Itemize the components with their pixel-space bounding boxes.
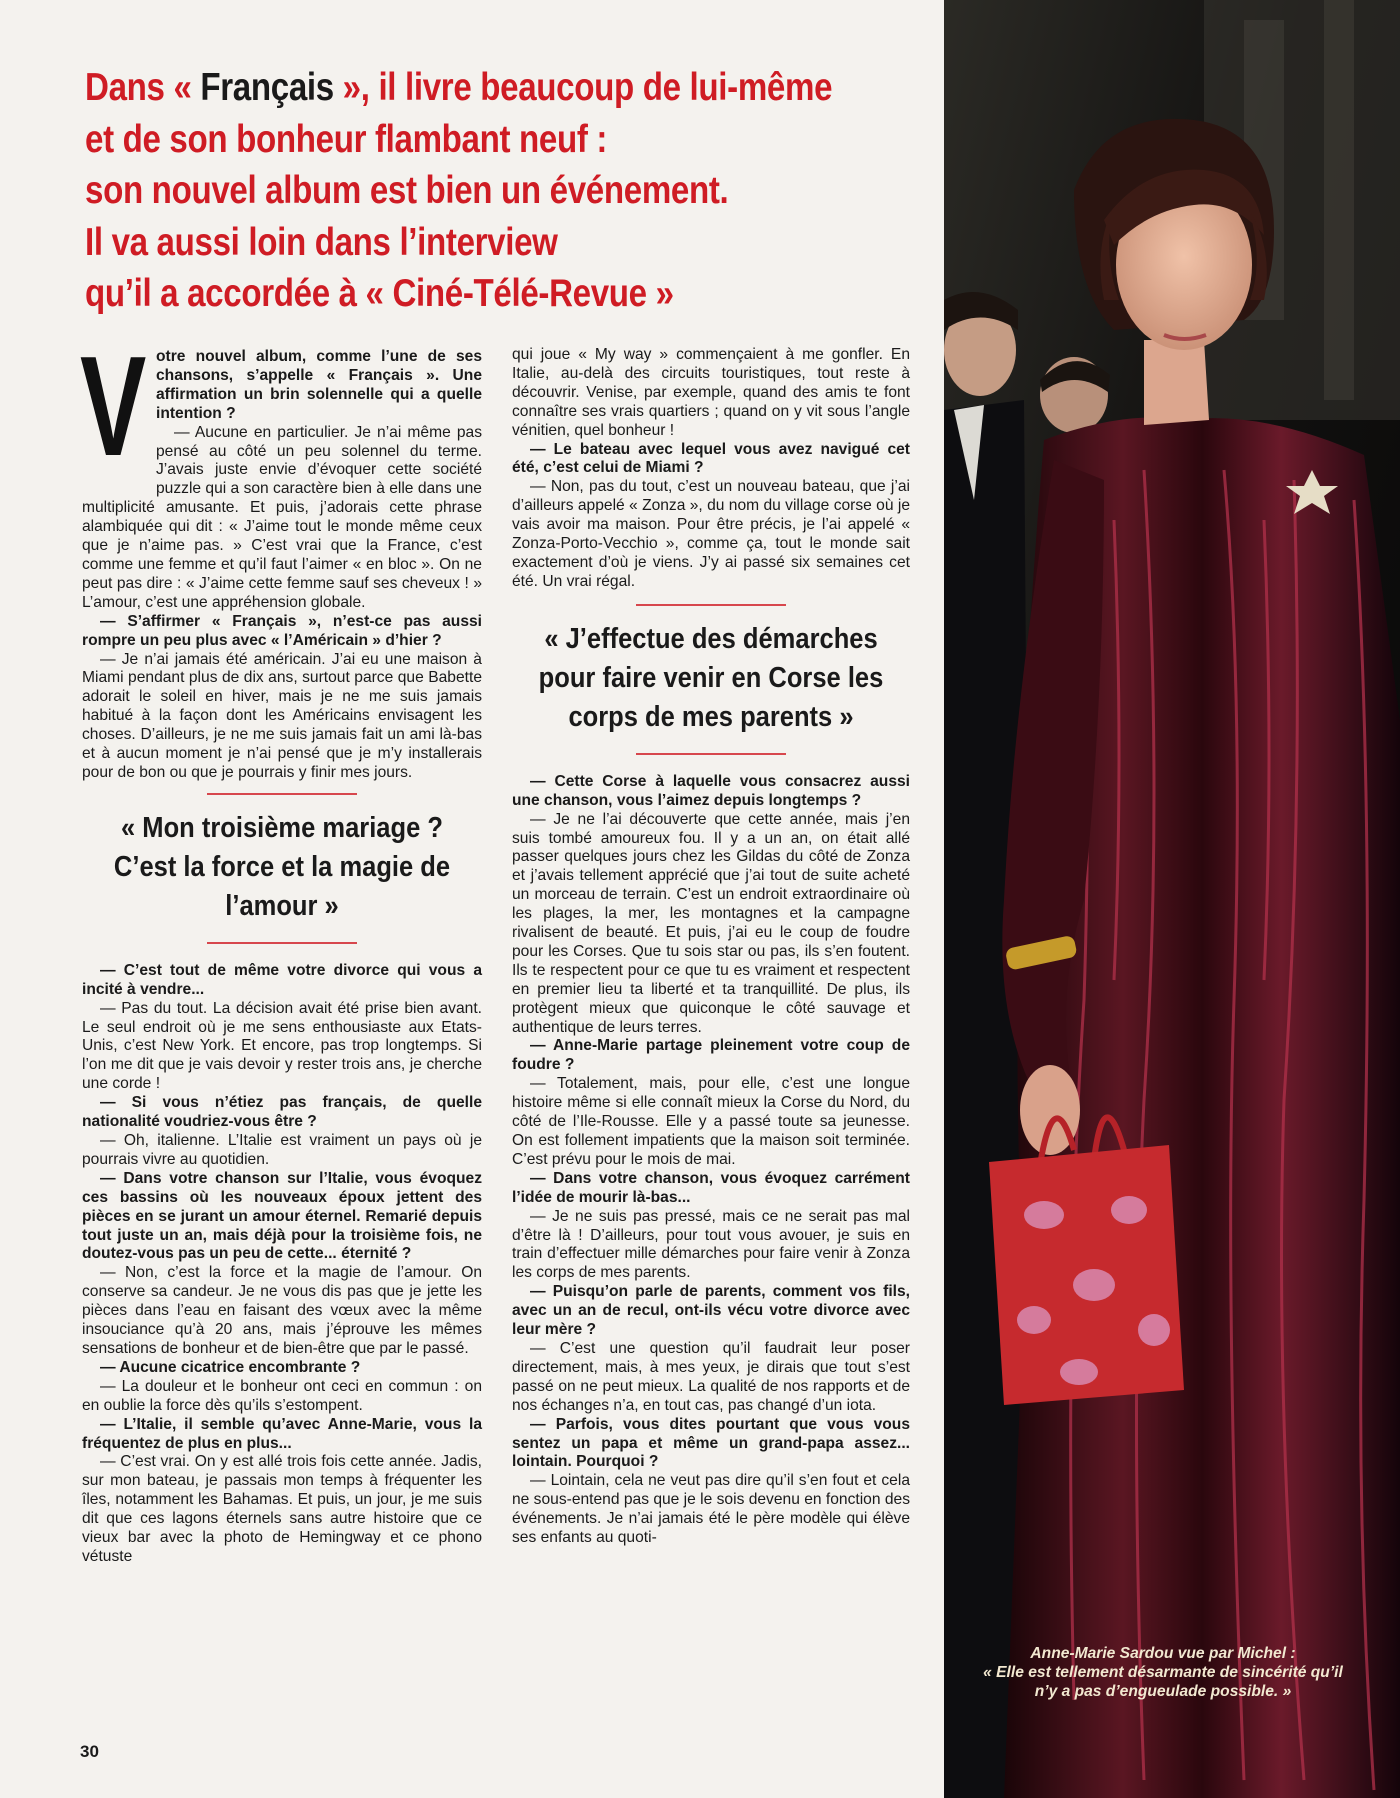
question: — C’est tout de même votre divorce qui vous a incité à vendre... <box>82 961 482 998</box>
question: — L’Italie, il semble qu’avec Anne-Marie, vous la fréquentez de plus en plus... <box>82 1415 482 1452</box>
caption-quote: « Elle est tellement désarmante de sincérité qu’il n’y a pas d’engueulade possible. » <box>983 1664 1343 1700</box>
subheading: « Mon troisième mariage ? C’est la force et la magie de l’amour » <box>113 811 451 922</box>
headline-line: son nouvel album est bien un événement. <box>85 169 729 212</box>
headline <box>85 62 833 320</box>
question: — Cette Corse à laquelle vous consacrez aussi une chanson, vous l’aimez depuis longtemps ? <box>512 772 910 809</box>
right-column <box>512 346 910 1548</box>
answer: — Aucune en particulier. Je n’ai même pas pensé au côté un peu solennel du terme. J’avais juste envie d’évoquer cette société puzzle qui a son caractère bien à elle dans une multiplicité amusante. Et puis, j’adorais cette phrase alambiquée qui dit : « J’aime tout le monde même ceux que je n’aime pas. » C’est vrai que la France, c’est comme une femme et qu’il faut l’aimer « en bloc ». On ne peut pas dire : « J’aime cette femme sauf ses cheveux ! » L’amour, c’est une appréhension globale. <box>82 423 482 611</box>
question <box>80 327 482 486</box>
divider <box>207 793 357 795</box>
answer: — La douleur et le bonheur ont ceci en commun : on en oublie la force dès qu’ils s’estompent. <box>82 1377 482 1414</box>
question: — Aucune cicatrice encombrante ? <box>100 1358 361 1376</box>
headline-part: Dans « <box>85 66 201 109</box>
answer: — Pas du tout. La décision avait été prise bien avant. Le seul endroit où je me sens enthousiaste aux Etats-Unis, c’est New York. Et encore, pas trop longtemps. Si l’on me dit que je vais devoir y rester trois ans, je cherche une corde ! <box>82 999 482 1093</box>
divider <box>636 604 786 606</box>
answer: — Lointain, cela ne veut pas dire qu’il s’en fout et cela ne sous-entend pas que je le sois devenu en fonction des événements. Je n’ai jamais été le père modèle qui élève ses enfants au quoti- <box>512 1472 910 1547</box>
answer: — Oh, italienne. L’Italie est vraiment un pays où je pourrais vivre au quotidien. <box>82 1132 482 1168</box>
question: — Dans votre chanson sur l’Italie, vous évoquez ces bassins où les nouveaux époux jettent des pièces en se jurant un amour éternel. Remarié depuis tout juste un an, mais déjà pour la troisième fois, ne doutez-vous pas un peu de cette... éternité ? <box>82 1169 482 1263</box>
caption-credit: Anne-Marie Sardou vue par Michel : <box>1030 1645 1296 1662</box>
headline-line: qu’il a accordée à « Ciné-Télé-Revue » <box>85 272 674 315</box>
answer: — Je n’ai jamais été américain. J’ai eu une maison à Miami pendant plus de dix ans, surtout parce que Babette adorait le soleil en hiver, mais je ne me suis jamais habitué à la façon dont les Américains envisagent les choses. D’ailleurs, je ne me suis jamais fait un ami là-bas et à aucun moment je n’ai pensé que je m’y installerais pour de bon ou que je pourrais y finir mes jours. <box>82 650 482 781</box>
headline-line: et de son bonheur flambant neuf : <box>85 117 608 161</box>
answer: — Je ne l’ai découverte que cette année, mais j’en suis tombé amoureux fou. Il y a un an, on était allé passer quelques jours chez les Gildas du côté de Zonza et j’avais tellement apprécié que j’ai tout de suite acheté un morceau de terrain. C’est un endroit extraordinaire où les plages, la mer, les montagnes et la campagne rivalisent de beauté. Et puis, j’ai eu le coup de foudre pour les Corses. Que tu sois star ou pas, ils s’en foutent. Ils te respectent pour ce que tu es vraiment et respectent en premier lieu ta liberté et ta tranquillité. De plus, ils protègent mieux que quiconque le côté sauvage et authentique de leurs terres. <box>512 810 910 1036</box>
answer-continued: qui joue « My way » commençaient à me gonfler. En Italie, au-delà des circuits touristiques, tout reste à découvrir. Venise, par exemple, quand des amis te font connaître ses vrais quartiers ; quand on y vit sous l’angle vénitien, quel bonheur ! <box>512 346 910 439</box>
answer: — Non, c’est la force et la magie de l’amour. On conserve sa candeur. Je ne vous dis pas que je jette les pièces dans l’eau en faisant des vœux avec la même insouciance qu’à 20 ans, mais j’éprouve les mêmes sensations de bonheur et de bien-être que par le passé. <box>82 1264 482 1357</box>
headline-part: », il livre beaucoup de lui-même <box>333 66 833 109</box>
divider <box>636 753 786 755</box>
question: — Puisqu’on parle de parents, comment vos fils, avec un an de recul, ont-ils vécu votre divorce avec leur mère ? <box>512 1283 910 1339</box>
answer: — C’est une question qu’il faudrait leur poser directement, mais, à mes yeux, je dirais que tout s’est passé on ne peut mieux. La qualité de nos rapports et de nos échanges n’a, en tout cas, pas changé d’un iota. <box>512 1339 910 1414</box>
headline-album-title: Français <box>200 66 334 109</box>
subheading: « J’effectue des démarches pour faire venir en Corse les corps de mes parents » <box>538 622 884 733</box>
question-text: otre nouvel album, comme l’une de ses chansons, s’appelle « Français ». Une affirmation un brin solennelle qui a quelle intention ? <box>156 348 482 422</box>
answer: — Je ne suis pas pressé, mais ce ne serait pas mal d’être là ! D’ailleurs, pour tout vous avouer, je suis en train d’effectuer mille démarches pour faire venir à Zonza les corps de mes parents. <box>512 1207 910 1282</box>
question: — S’affirmer « Français », n’est-ce pas aussi rompre un peu plus avec « l’Américain » d’hier ? <box>82 612 482 649</box>
question: — Le bateau avec lequel vous avez navigué cet été, c’est celui de Miami ? <box>512 440 910 477</box>
headline-line: Il va aussi loin dans l’interview <box>85 220 558 264</box>
question: — Dans votre chanson, vous évoquez carrément l’idée de mourir là-bas... <box>512 1169 910 1206</box>
divider <box>207 942 357 944</box>
photo-caption <box>982 1644 1344 1701</box>
question: — Si vous n’étiez pas français, de quelle nationalité voudriez-vous être ? <box>82 1094 482 1131</box>
left-column <box>80 327 482 1567</box>
answer: — C’est vrai. On y est allé trois fois cette année. Jadis, sur mon bateau, je passais mon temps à fréquenter les îles, notamment les Bahamas. Et puis, un jour, je me suis dit que ces lagons éternels sans autre histoire que ce vieux bar avec la photo de Hemingway et ce phono vétuste <box>82 1453 482 1565</box>
photo-anne-marie-sardou <box>944 0 1400 1798</box>
answer: — Totalement, mais, pour elle, c’est une longue histoire même si elle connaît mieux la Corse du Nord, du côté de l’Ile-Rousse. Elle y a passé toute sa jeunesse. On est follement impatients que la maison soit terminée. C’est prévu pour le mois de mai. <box>512 1075 910 1168</box>
answer: — Non, pas du tout, c’est un nouveau bateau, que j’ai d’ailleurs appelé « Zonza », du nom du village corse où je vais avoir ma maison. Pour être précis, je l’ai appelé « Zonza-Porto-Vecchio », comme ça, tout le monde sait exactement d’où je viens. J’y ai passé six semaines cet été. Un vrai régal. <box>512 478 910 590</box>
drop-cap: V <box>80 327 147 486</box>
question: — Parfois, vous dites pourtant que vous vous sentez un papa et même un grand-papa assez... lointain. Pourquoi ? <box>512 1415 910 1471</box>
question: — Anne-Marie partage pleinement votre coup de foudre ? <box>512 1037 910 1074</box>
page-number: 30 <box>80 1742 99 1761</box>
photo-illustration <box>944 0 1400 1798</box>
